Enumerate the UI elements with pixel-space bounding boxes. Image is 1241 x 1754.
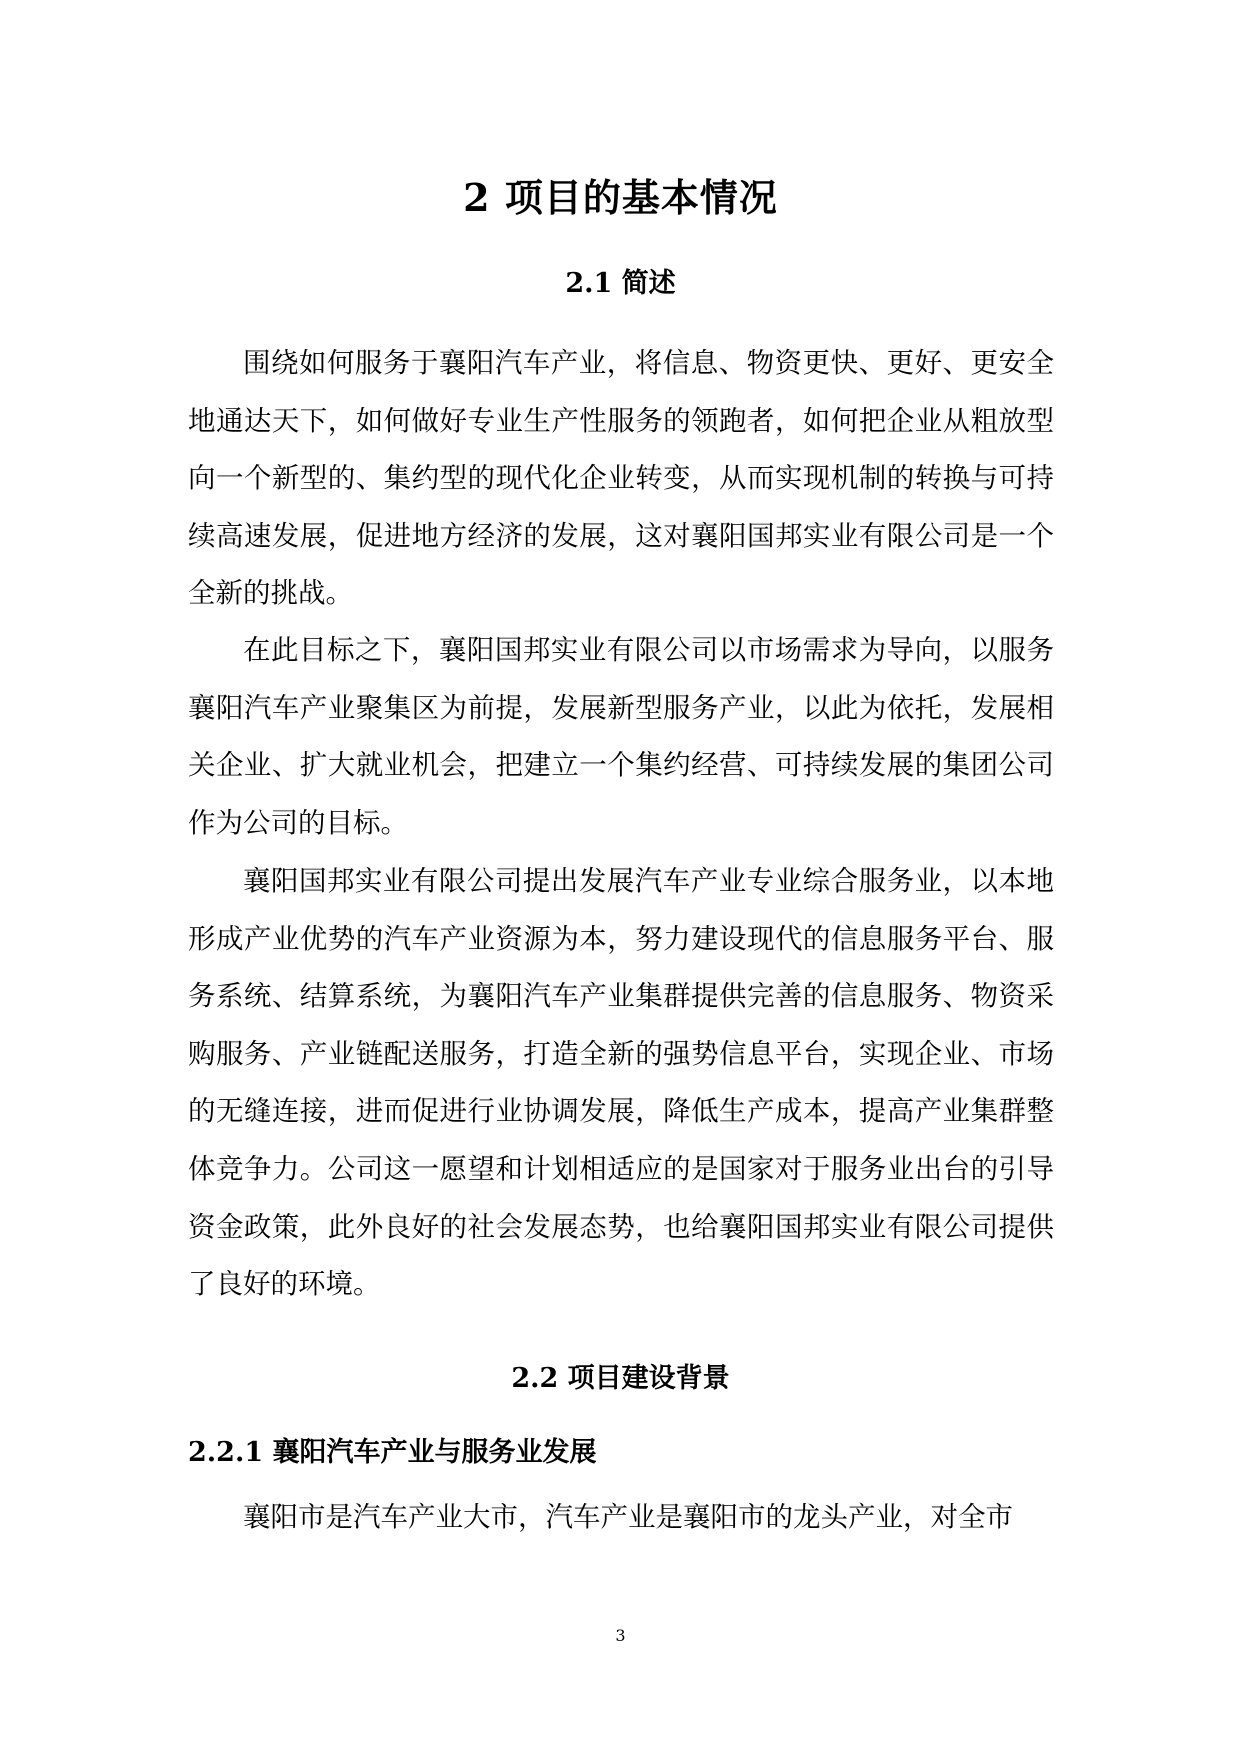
section-title-2-2: 2.2 项目建设背景 [511, 1363, 730, 1394]
paragraph-2-1-1: 围绕如何服务于襄阳汽车产业，将信息、物资更快、更好、更安全地通达天下，如何做好专业生产性服务的领跑者，如何把企业从粗放型向一个新型的、集约型的现代化企业转变，从而实现机制的转换与可持续高速发展，促进地方经济的发展，这对襄阳国邦实业有限公司是一个全新的挑战。 [188, 347, 1054, 610]
paragraph-2-1-3: 襄阳国邦实业有限公司提出发展汽车产业专业综合服务业，以本地形成产业优势的汽车产业资源为本，努力建设现代的信息服务平台、服务系统、结算系统，为襄阳汽车产业集群提供完善的信息服务、物资采购服务、产业链配送服务，打造全新的强势信息平台，实现企业、市场的无缝连接，进而促进行业协调发展，降低生产成本，提高产业集群整体竞争力。公司这一愿望和计划相适应的是国家对于服务业出台的引导资金政策，此外良好的社会发展态势，也给襄阳国邦实业有限公司提供了良好的环境。 [188, 865, 1054, 1301]
page-number: 3 [615, 1626, 626, 1645]
paragraph-2-2-1-1: 襄阳市是汽车产业大市，汽车产业是襄阳市的龙头产业，对全市 [243, 1501, 1013, 1533]
subsection-title-2-2-1: 2.2.1 襄阳汽车产业与服务业发展 [188, 1437, 597, 1468]
paragraph-2-1-2: 在此目标之下，襄阳国邦实业有限公司以市场需求为导向，以服务襄阳汽车产业聚集区为前提，发展新型服务产业，以此为依托，发展相关企业、扩大就业机会，把建立一个集约经营、可持续发展的集团公司作为公司的目标。 [188, 634, 1054, 839]
chapter-title: 2 项目的基本情况 [463, 175, 778, 220]
section-title-2-1: 2.1 简述 [565, 268, 676, 299]
